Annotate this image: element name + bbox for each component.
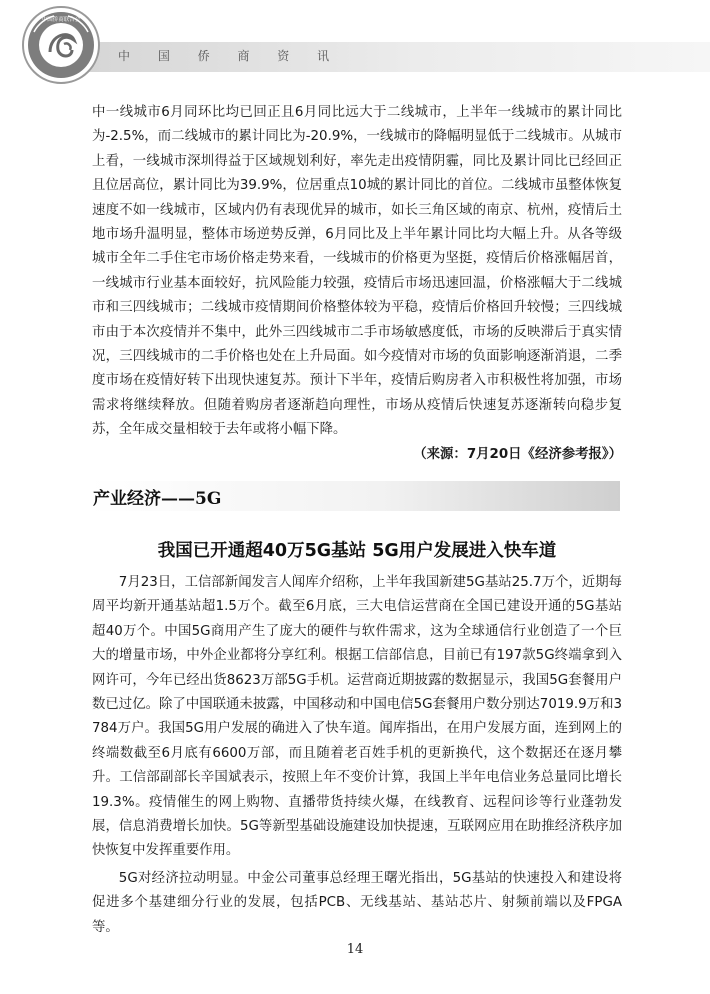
source-citation: （来源：7月20日《经济参考报》）: [413, 446, 622, 462]
paragraph-3: 5G对经济拉动明显。中金公司董事总经理王曙光指出，5G基站的快速投入和建设将促进多个基建细分行业的发展，包括PCB、无线基站、基站芯片、射频前端以及FPGA等。: [92, 871, 622, 935]
article-body-2: [92, 867, 622, 940]
page-number: 14: [346, 942, 364, 957]
header-title: 中 国 侨 商 资 讯: [118, 49, 342, 63]
paragraph-1: 中一线城市6月同环比均已回正且6月同比远大于二线城市，上半年一线城市的累计同比为-2.5%，而二线城市的累计同比为-20.9%，一线城市的降幅明显低于二线城市。从城市上看，一线城市深圳得益于区域规划利好，率先走出疫情阴霾，同比及累计同比已经回正且位居高位，累计同比为39.9%，位居重点10城的累计同比的首位。二线城市虽整体恢复速度不如一线城市，区域内仍有表现优异的城市，如长三角区域的南京、杭州，疫情后土地市场升温明显，整体市场逆势反弹，6月同比及上半年累计同比均大幅上升。从各等级城市全年二手住宅市场价格走势来看，一线城市的价格更为坚挺，疫情后价格涨幅居首，一线城市行业基本面较好，抗风险能力较强，疫情后市场迅速回温，价格涨幅大于二线城市和三四线城市；二线城市疫情期间价格整体较为平稳，疫情后价格回升较慢；三四线城市由于本次疫情并不集中，此外三四线城市二手市场敏感度低，市场的反映滞后于真实情况，三四线城市的二手价格也处在上升局面。如今疫情对市场的负面影响逐渐消退，二季度市场在疫情好转下出现快速复苏。预计下半年，疫情后购房者入市积极性将加强，市场需求将继续释放。但随着购房者逐渐趋向理性，市场从疫情后快速复苏逐渐转向稳步复苏，全年成交量相较于去年或将小幅下降。: [92, 105, 622, 438]
article-body: [92, 571, 622, 864]
svg-text:中国侨商联合会: 中国侨商联合会: [41, 17, 81, 23]
page-header: [0, 0, 710, 90]
article-title: 我国已开通超40万5G基站 5G用户发展进入快车道: [157, 541, 557, 561]
article-continued: [92, 101, 622, 467]
paragraph-2: 7月23日，工信部新闻发言人闻库介绍称，上半年我国新建5G基站25.7万个，近期每周平均新开通基站超1.5万个。截至6月底，三大电信运营商在全国已建设开通的5G基站超40万个。中国5G商用产生了庞大的硬件与软件需求，这为全球通信行业创造了一个巨大的增量市场，中外企业都将分享红利。根据工信部信息，目前已有197款5G终端拿到入网许可，今年已经出货8623万部5G手机。运营商近期披露的数据显示，我国5G套餐用户数已过亿。除了中国联通未披露，中国移动和中国电信5G套餐用户数分别达7019.9万和3784万户。我国5G用户发展的确进入了快车道。闻库指出，在用户发展方面，连到网上的终端数截至6月底有6600万部，而且随着老百姓手机的更新换代，这个数据还在逐月攀升。工信部副部长辛国斌表示，按照上年不变价计算，我国上半年电信业务总量同比增长19.3%。疫情催生的网上购物、直播带货持续火爆，在线教育、远程问诊等行业蓬勃发展，信息消费增长加快。5G等新型基础设施建设加快提速，互联网应用在助推经济秩序加快恢复中发挥重要作用。: [92, 575, 622, 859]
section-title: 产业经济——5G: [93, 489, 222, 509]
publication-logo: [20, 4, 102, 86]
